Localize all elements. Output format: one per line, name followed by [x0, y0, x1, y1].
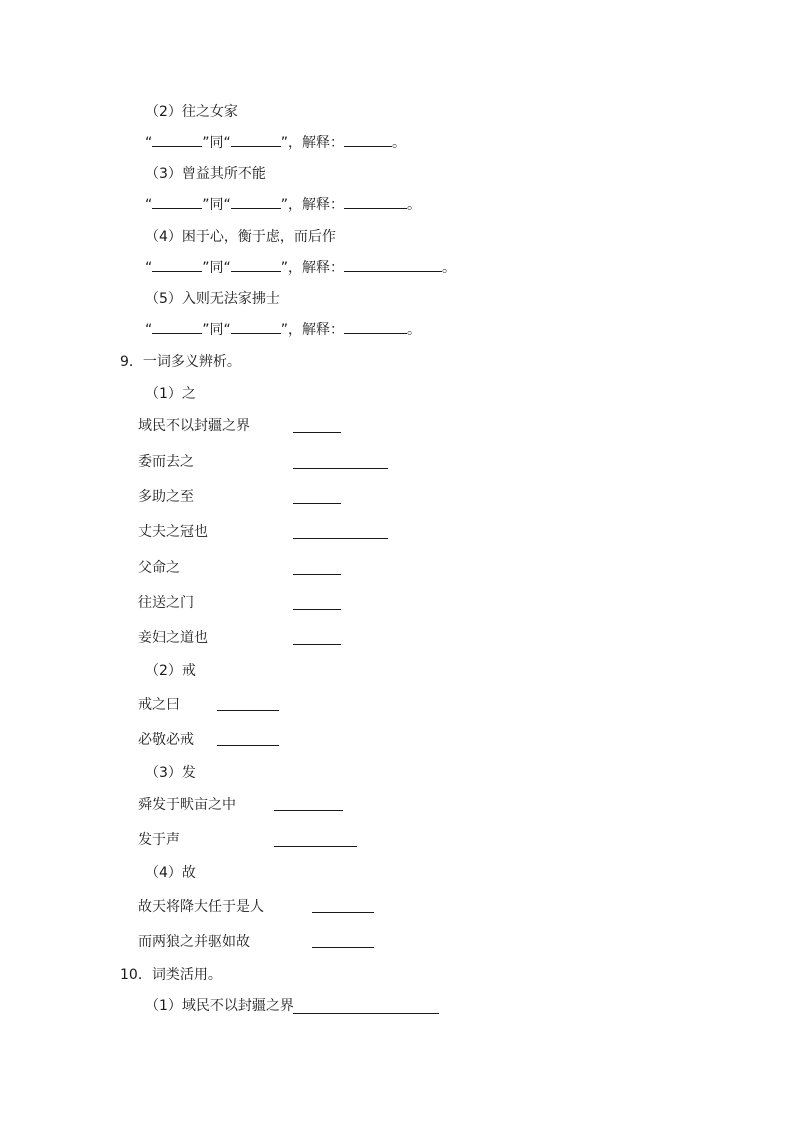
word-item: 委而去之 [138, 454, 194, 470]
group-label: （3）发 [145, 765, 196, 781]
word-item: 戒之曰 [138, 697, 180, 713]
answer-blank[interactable] [274, 846, 357, 847]
answer-blank[interactable] [293, 468, 388, 469]
answer-blank[interactable] [152, 259, 202, 272]
word-item: 必敬必戒 [138, 732, 194, 748]
group-label: （4）故 [145, 865, 196, 881]
answer-blank[interactable] [293, 644, 341, 645]
fill-line: “ ”同“ ”，解释： 。 [145, 322, 422, 338]
word-item: 丈夫之冠也 [138, 524, 208, 540]
answer-blank[interactable] [344, 134, 392, 147]
word-item: 舜发于畎亩之中 [138, 797, 236, 813]
answer-blank[interactable] [217, 710, 279, 711]
fill-line: “ ”同“ ”，解释： 。 [145, 135, 407, 151]
answer-blank[interactable] [293, 538, 388, 539]
group-label: （2）戒 [145, 663, 196, 679]
answer-blank[interactable] [312, 947, 374, 948]
answer-blank[interactable] [344, 259, 442, 272]
answer-blank[interactable] [152, 321, 202, 334]
answer-blank[interactable] [231, 259, 281, 272]
answer-blank[interactable] [231, 196, 281, 209]
item-label: （2）往之女家 [145, 104, 238, 120]
word-item: 多助之至 [138, 489, 194, 505]
answer-blank[interactable] [293, 503, 341, 504]
word-item: 妾妇之道也 [138, 630, 208, 646]
answer-blank[interactable] [152, 134, 202, 147]
question-9-title: 9．一词多义辨析。 [120, 354, 241, 370]
item-label: （4）困于心，衡于虑，而后作 [145, 229, 336, 245]
answer-blank[interactable] [152, 196, 202, 209]
word-item: 往送之门 [138, 595, 194, 611]
word-item: 发于声 [138, 832, 180, 848]
answer-blank[interactable] [293, 432, 341, 433]
word-item: 而两狼之并驱如故 [138, 934, 250, 950]
group-label: （1）之 [145, 386, 196, 402]
word-item: 域民不以封疆之界 [138, 418, 250, 434]
item-label: （5）入则无法家拂士 [145, 291, 280, 307]
word-item: 故天将降大任于是人 [138, 899, 264, 915]
item-label: （3）曾益其所不能 [145, 166, 266, 182]
question-10-title: 10．词类活用。 [120, 967, 222, 983]
answer-blank[interactable] [293, 1013, 439, 1014]
word-item: （1）域民不以封疆之界 [145, 998, 294, 1014]
answer-blank[interactable] [344, 196, 407, 209]
answer-blank[interactable] [274, 810, 343, 811]
answer-blank[interactable] [312, 912, 374, 913]
fill-line: “ ”同“ ”，解释： 。 [145, 260, 457, 276]
answer-blank[interactable] [217, 745, 279, 746]
fill-line: “ ”同“ ”，解释： 。 [145, 197, 422, 213]
answer-blank[interactable] [231, 321, 281, 334]
answer-blank[interactable] [293, 574, 341, 575]
answer-blank[interactable] [344, 321, 407, 334]
answer-blank[interactable] [293, 609, 341, 610]
answer-blank[interactable] [231, 134, 281, 147]
word-item: 父命之 [138, 560, 180, 576]
